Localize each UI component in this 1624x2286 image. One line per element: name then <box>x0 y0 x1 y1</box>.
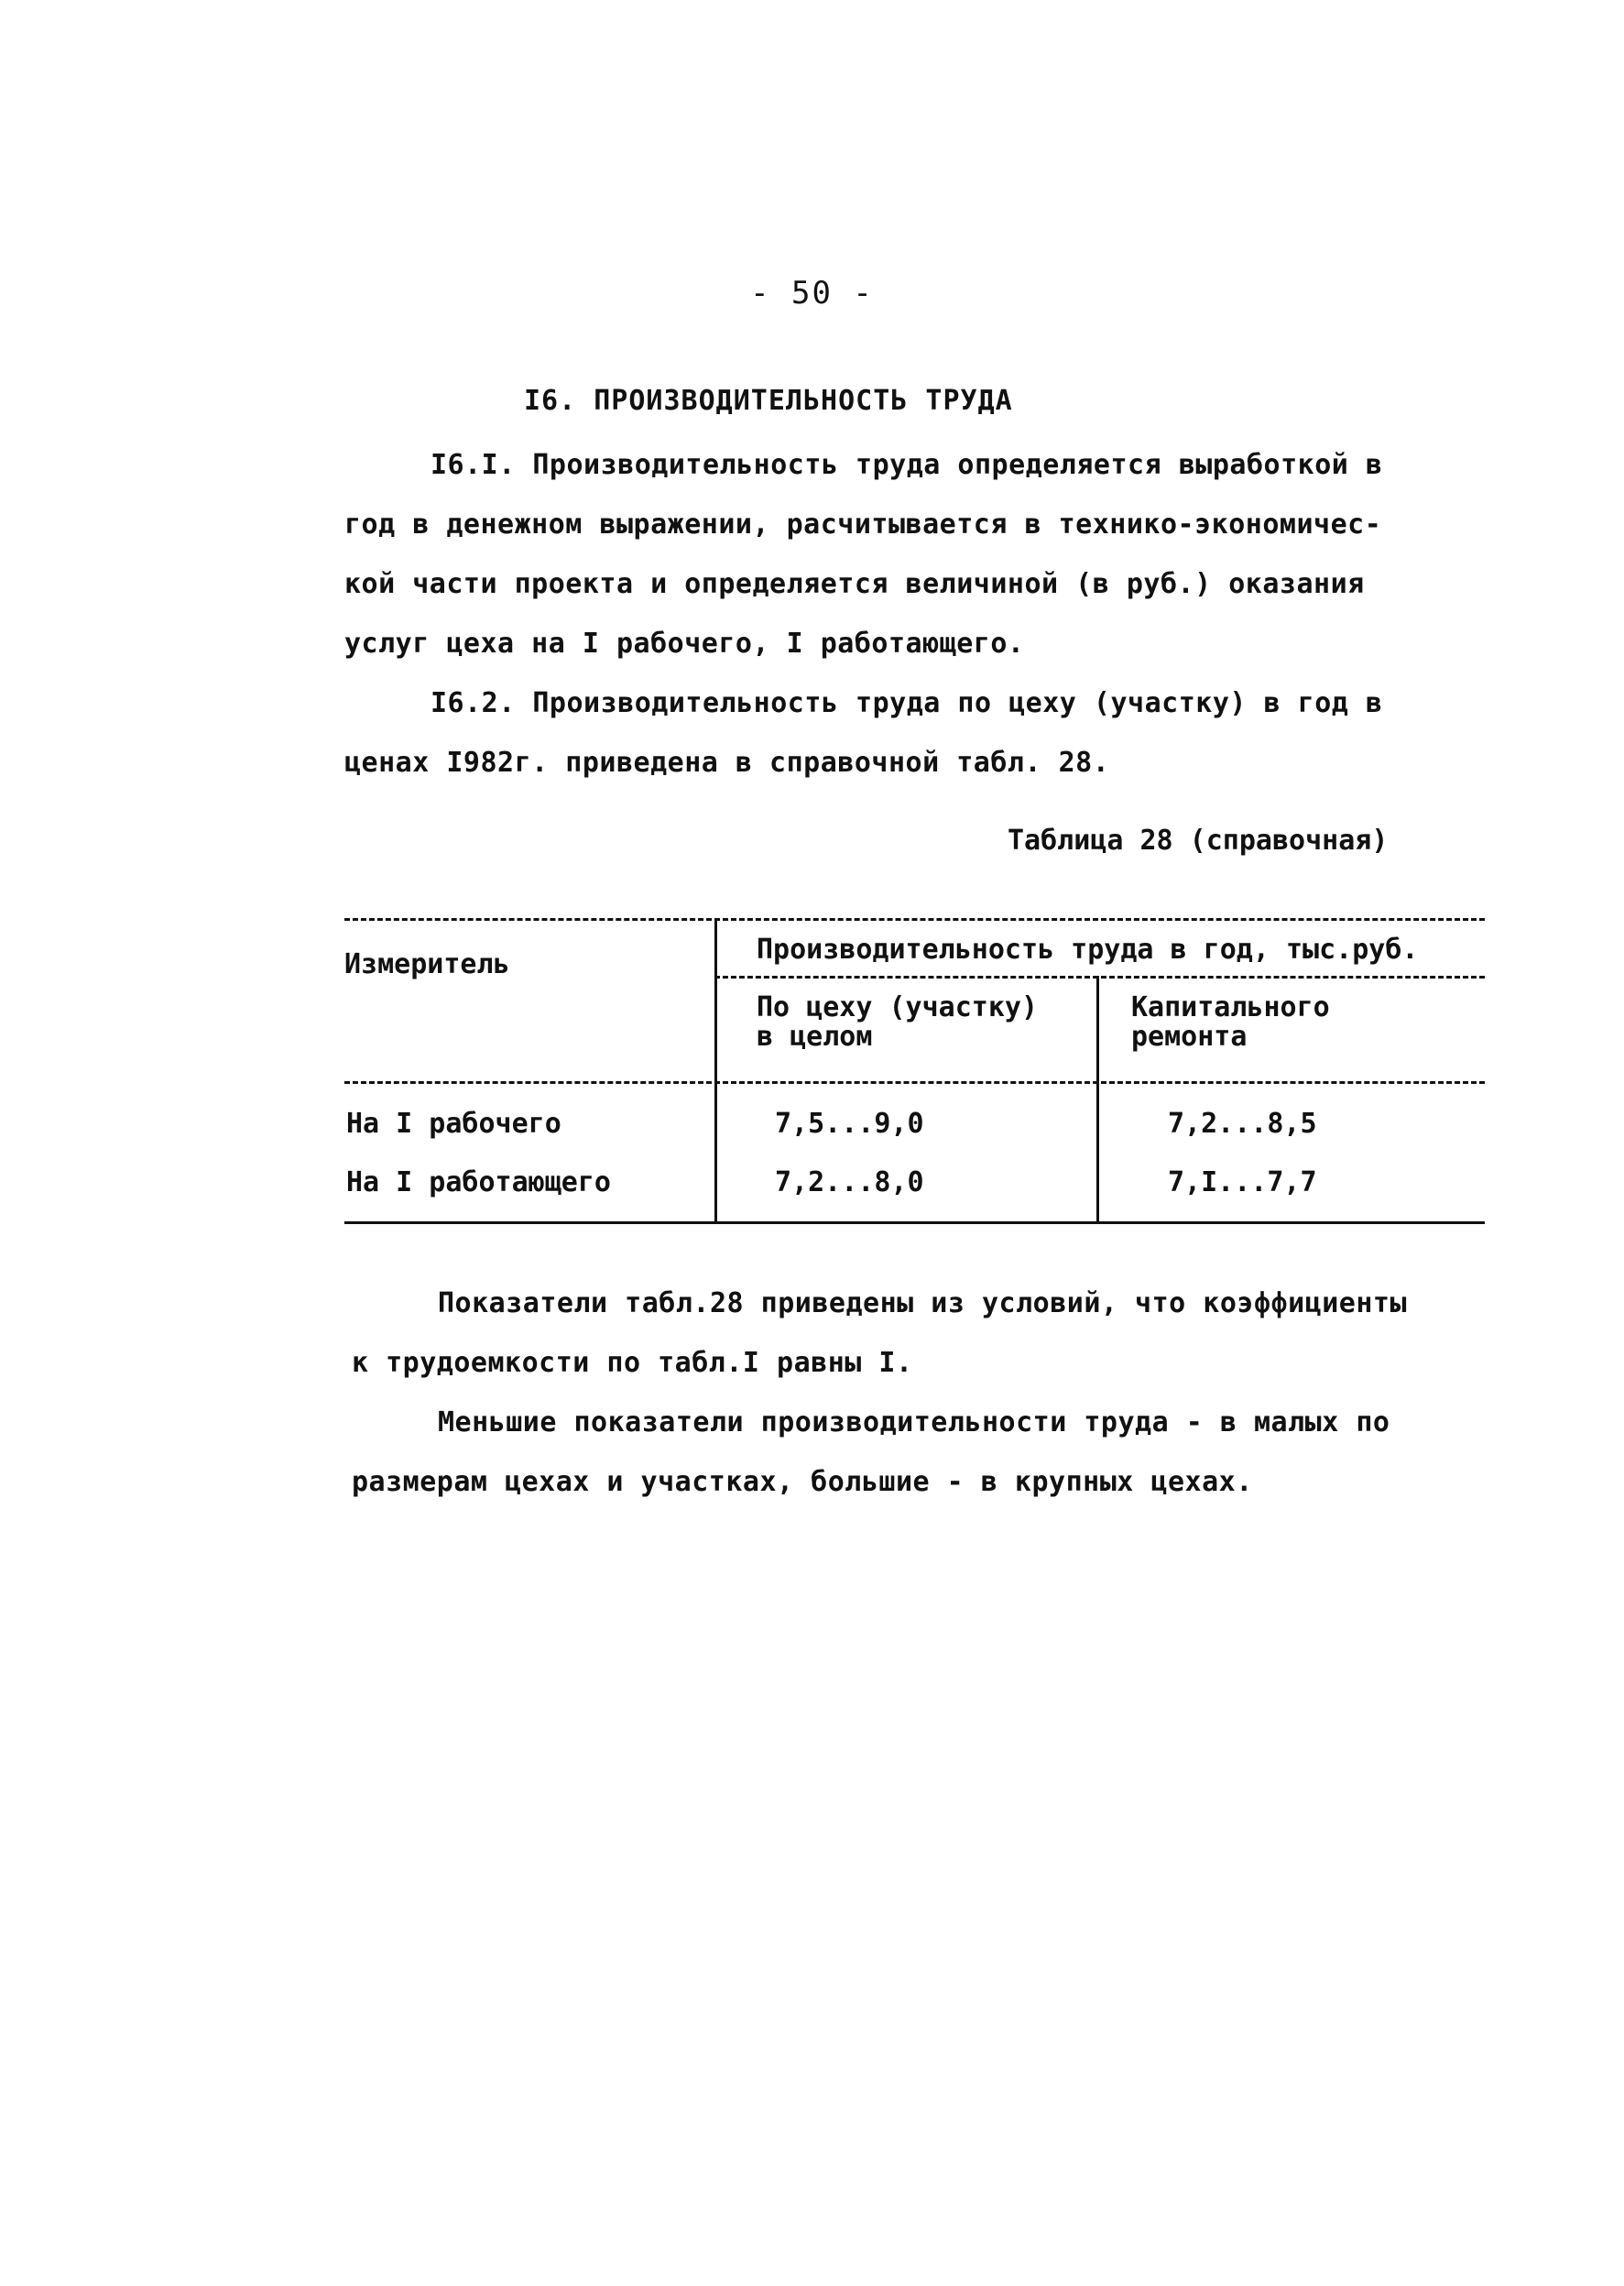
paragraph-1-line-2: год в денежном выражении, расчитывается в технико-экономичес- <box>344 509 1382 541</box>
header-col1-line-2: в целом <box>757 1021 873 1053</box>
paragraph-2-line-1: I6.2. Производительность труда по цеху (участку) в год в <box>431 687 1383 719</box>
paragraph-1-line-4: услуг цеха на I рабочего, I работающего. <box>344 628 1025 660</box>
table-header-bottom-border <box>344 1081 1485 1084</box>
row-2-measure: На I работающего <box>346 1166 611 1198</box>
table-top-border <box>344 918 1485 921</box>
page-number: - 50 - <box>750 275 874 312</box>
table-bottom-border <box>344 1221 1485 1224</box>
paragraph-4-line-2: размерам цехах и участках, большие - в крупных цехах. <box>352 1466 1253 1498</box>
section-title: I6. ПРОИЗВОДИТЕЛЬНОСТЬ ТРУДА <box>524 385 1013 417</box>
row-1-measure: На I рабочего <box>346 1108 561 1140</box>
header-col2-line-2: ремонта <box>1131 1021 1248 1053</box>
row-1-col1: 7,5...9,0 <box>775 1108 924 1140</box>
paragraph-2-line-2: ценах I982г. приведена в справочной табл. 28. <box>344 747 1110 779</box>
row-2-col1: 7,2...8,0 <box>775 1166 924 1198</box>
header-col1-line-1: По цеху (участку) <box>757 991 1039 1023</box>
row-1-col2: 7,2...8,5 <box>1168 1108 1317 1140</box>
paragraph-1-line-1: I6.I. Производительность труда определяется выработкой в <box>431 449 1383 481</box>
paragraph-3-line-1: Показатели табл.28 приведены из условий, что коэффициенты <box>438 1287 1408 1319</box>
table-vline-1 <box>714 918 717 1221</box>
table-vline-2 <box>1096 976 1099 1221</box>
header-measure: Измеритель <box>344 948 510 980</box>
paragraph-3-line-2: к трудоемкости по табл.I равны I. <box>352 1347 913 1379</box>
table-caption: Таблица 28 (справочная) <box>1008 825 1389 857</box>
paragraph-1-line-3: кой части проекта и определяется величиной (в руб.) оказания <box>344 568 1365 600</box>
header-group: Производительность труда в год, тыс.руб. <box>757 934 1419 966</box>
paragraph-4-line-1: Меньшие показатели производительности труда - в малых по <box>438 1406 1390 1438</box>
table-group-header-divider <box>714 976 1485 979</box>
header-col2-line-1: Капитального <box>1131 991 1330 1023</box>
row-2-col2: 7,I...7,7 <box>1168 1166 1317 1198</box>
